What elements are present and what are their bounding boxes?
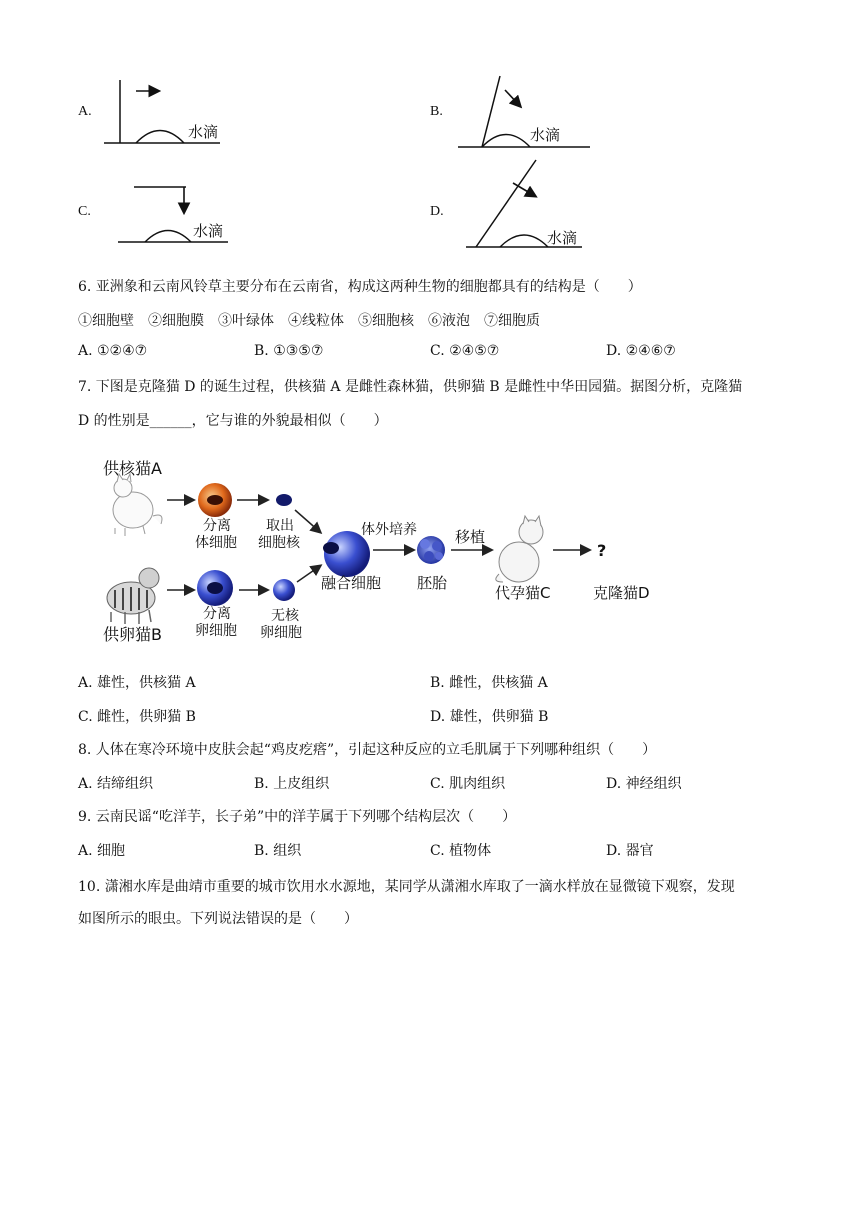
q7-option-d[interactable]: D. 雄性，供卵猫 B [430,709,549,725]
q6-option-d[interactable]: D. ②④⑥⑦ [606,343,676,359]
diagram-a-drop-label: 水滴 [188,123,219,141]
option-a-label: A. [78,104,92,119]
cat-a-image [113,474,162,536]
culture-label: 体外培养 [361,522,417,538]
embryo [417,536,445,564]
q8-stem: 8. 人体在寒冷环境中皮肤会起“鸡皮疙瘩”，引起这种反应的立毛肌属于下列哪种组织（ ） [78,742,657,758]
cat-c-image [496,516,543,582]
q7-stem-line2: D 的性别是______，它与谁的外貌最相似（ ） [78,413,388,429]
q9-stem: 9. 云南民谣“吃洋芋，长子弟”中的洋芋属于下列哪个结构层次（ ） [78,809,517,825]
clone-label: 克隆猫D [593,584,650,602]
nucleus [276,494,292,506]
option-d-label: D. [430,204,444,219]
q8-option-b[interactable]: B. 上皮组织 [254,776,330,792]
fused-label: 融合细胞 [321,574,382,592]
cat-b-image [107,568,159,624]
q9-option-c[interactable]: C. 植物体 [430,843,492,859]
diagram-a [104,80,220,143]
donor-b-label: 供卵猫B [103,625,162,644]
enucleated-egg [273,579,295,601]
q9-option-a[interactable]: A. 细胞 [78,843,126,859]
q10-stem-line2: 如图所示的眼虫。下列说法错误的是（ ） [78,911,358,927]
q7-option-a[interactable]: A. 雄性，供核猫 A [78,675,196,691]
q7-stem-line1: 7. 下图是克隆猫 D 的诞生过程，供核猫 A 是雌性森林猫，供卵猫 B 是雌性中华田园猫。据图分析，克隆猫 [78,379,743,395]
option-c-label: C. [78,204,91,219]
q7-option-b[interactable]: B. 雌性，供核猫 A [430,675,548,691]
sep-egg-line2: 卵细胞 [195,623,237,639]
surrogate-label: 代孕猫C [495,584,551,602]
q6-option-b[interactable]: B. ①③⑤⑦ [254,343,324,359]
q10-stem-line1: 10. 潇湘水库是曲靖市重要的城市饮用水水源地，某同学从潇湘水库取了一滴水样放在显微镜下观察，发现 [78,879,735,895]
nonuc-line1: 无核 [271,608,299,624]
diagram-b [458,76,590,147]
q6-option-a[interactable]: A. ①②④⑦ [78,343,148,359]
take-line1: 取出 [266,518,294,534]
q8-option-d[interactable]: D. 神经组织 [606,776,682,792]
embryo-label: 胚胎 [417,574,448,592]
transplant-label: 移植 [455,528,486,546]
diagram-b-drop-label: 水滴 [530,126,561,144]
sep-egg-line1: 分离 [203,606,231,622]
q9-option-d[interactable]: D. 器官 [606,843,654,859]
q9-option-b[interactable]: B. 组织 [254,843,302,859]
q8-option-c[interactable]: C. 肌肉组织 [430,776,506,792]
clone-cat-diagram [95,450,675,650]
take-line2: 细胞核 [258,535,300,551]
diagram-d [466,160,582,247]
q5-diagrams [0,0,860,260]
q8-option-a[interactable]: A. 结缔组织 [78,776,154,792]
q7-option-c[interactable]: C. 雌性，供卵猫 B [78,709,196,725]
question-mark: ? [597,541,607,560]
option-b-label: B. [430,104,443,119]
diagram-d-drop-label: 水滴 [547,229,578,247]
donor-a-label: 供核猫A [103,459,162,478]
q6-option-c[interactable]: C. ②④⑤⑦ [430,343,500,359]
sep-body-line2: 体细胞 [195,535,237,551]
nonuc-line2: 卵细胞 [260,625,302,641]
q6-items: ①细胞壁 ②细胞膜 ③叶绿体 ④线粒体 ⑤细胞核 ⑥液泡 ⑦细胞质 [78,313,540,329]
q6-stem: 6. 亚洲象和云南风铃草主要分布在云南省，构成这两种生物的细胞都具有的结构是（ ） [78,279,642,295]
diagram-c [118,187,228,242]
sep-body-line1: 分离 [203,518,231,534]
diagram-c-drop-label: 水滴 [193,222,224,240]
